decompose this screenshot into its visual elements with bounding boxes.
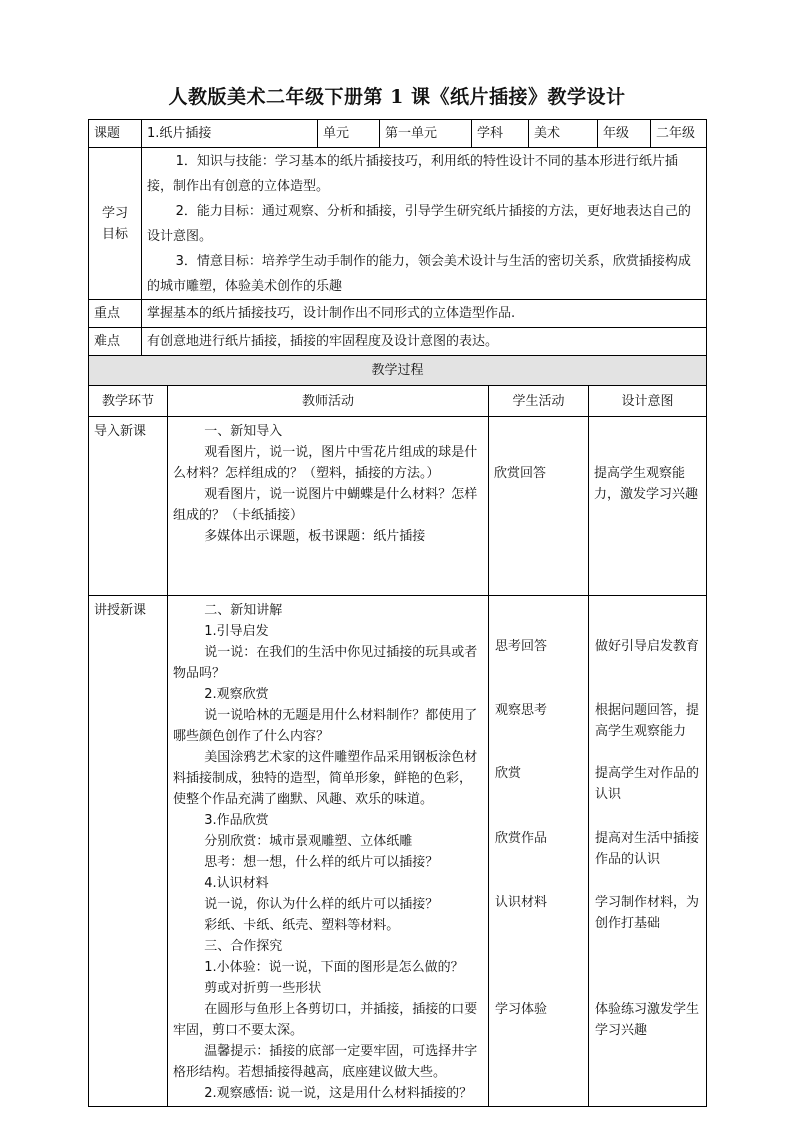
subheading: 2.观察欣赏: [204, 687, 269, 702]
unit-label: 单元: [318, 120, 380, 148]
subheading: 1.引导启发: [204, 624, 269, 639]
activity-text: 说一说，你认为什么样的纸片可以插接？: [204, 897, 439, 912]
student-item: 学习体验: [495, 1002, 548, 1017]
teacher-activity: [168, 596, 489, 1107]
intro-row: [89, 417, 707, 596]
goals-label: 学习 目标: [89, 148, 142, 300]
intent-item: 学习制作材料，为创作打基础: [595, 895, 700, 931]
activity-text: 说一说：在我们的生活中你见过插接的玩具或者物品吗？: [173, 645, 478, 681]
activity-text: 彩纸、卡纸、纸壳、塑料等材料。: [204, 918, 400, 933]
subheading: 4.认识材料: [204, 876, 269, 891]
column-header: 学生活动: [489, 386, 589, 417]
subject-label: 学科: [472, 120, 529, 148]
activity-text: 说一说哈林的无题是用什么材料制作？都使用了哪些颜色创作了什么内容？: [173, 708, 478, 744]
subheading: 2.观察感悟: 说一说，这是用什么材料插接的？: [204, 1086, 473, 1101]
activity-text: 在圆形与鱼形上各剪切口，并插接，插接的口要牢固，剪口不要太深。: [173, 1002, 478, 1038]
topic-label: 课题: [89, 120, 142, 148]
goals-row: [89, 148, 707, 300]
intent-item: 提高学生对作品的认识: [595, 766, 700, 802]
course-info-table: [88, 119, 707, 356]
student-item: 欣赏作品: [495, 831, 548, 846]
process-header-row: [89, 356, 707, 386]
activity-text: 美国涂鸦艺术家的这件雕塑作品采用钢板涂色材料插接制成，独特的造型，简单形象，鲜艳的色彩，使整个作品充满了幽默、风趣、欢乐的味道。: [173, 750, 478, 807]
grade-value: 二年级: [651, 120, 707, 148]
activity-text: 观看图片，说一说图片中蝴蝶是什么材料？怎样组成的？（卡纸插接）: [173, 487, 478, 523]
teacher-activity: [168, 417, 489, 596]
intent-item: 做好引导启发教育: [595, 639, 700, 654]
stage-label: 导入新课: [89, 417, 168, 596]
student-activity: [489, 596, 589, 1107]
difficulty-row: [89, 328, 707, 356]
design-intent: [589, 596, 707, 1107]
stage-label: 讲授新课: [89, 596, 168, 1107]
activity-text: 温馨提示：插接的底部一定要牢固，可选择井字格形结构。若想插接得越高，底座建议做大些。: [173, 1044, 478, 1080]
main-row: [89, 596, 707, 1107]
student-item: 观察思考: [495, 703, 548, 718]
goal-item: 3．情意目标：培养学生动手制作的能力，领会美术设计与生活的密切关系，欣赏插接构成的城市雕塑，体验美术创作的乐趣: [147, 253, 691, 294]
intent-item: 体验练习激发学生学习兴趣: [595, 1002, 700, 1038]
design-intent: 提高学生观察能力，激发学习兴趣: [589, 417, 707, 596]
subheading: 3.作品欣赏: [204, 813, 269, 828]
subject-value: 美术: [529, 120, 598, 148]
info-row: [89, 120, 707, 148]
topic-value: 1.纸片插接: [142, 120, 318, 148]
section-heading: 一、新知导入: [204, 424, 283, 439]
intent-item: 提高对生活中插接作品的认识: [595, 831, 700, 867]
column-header-row: [89, 386, 707, 417]
goals-content: [142, 148, 707, 300]
column-header: 教学环节: [89, 386, 168, 417]
goal-item: 1．知识与技能：学习基本的纸片插接技巧，利用纸的特性设计不同的基本形进行纸片插接，制作出有创意的立体造型。: [147, 153, 678, 194]
activity-text: 观看图片，说一说，图片中雪花片组成的球是什么材料？怎样组成的？（塑料，插接的方法。）: [173, 445, 478, 481]
student-item: 认识材料: [495, 895, 548, 910]
subheading: 1.小体验：说一说，下面的图形是怎么做的？: [204, 960, 464, 975]
column-header: 教师活动: [168, 386, 489, 417]
goal-item: 2．能力目标：通过观察、分析和插接，引导学生研究纸片插接的方法，更好地表达自己的设计意图。: [147, 203, 691, 244]
activity-text: 多媒体出示课题，板书课题：纸片插接: [204, 529, 426, 544]
document-title: 人教版美术二年级下册第 1 课《纸片插接》教学设计: [168, 86, 626, 108]
process-title: 教学过程: [89, 356, 707, 386]
key-point-label: 重点: [89, 300, 142, 328]
student-item: 欣赏: [495, 766, 522, 781]
student-activity: 欣赏回答: [489, 417, 589, 596]
student-item: 思考回答: [495, 639, 548, 654]
unit-value: 第一单元: [380, 120, 472, 148]
intent-item: 根据问题回答，提高学生观察能力: [595, 703, 700, 739]
activity-text: 剪或对折剪一些形状: [204, 981, 322, 996]
difficulty-value: 有创意地进行纸片插接，插接的牢固程度及设计意图的表达。: [142, 328, 707, 356]
column-header: 设计意图: [589, 386, 707, 417]
activity-text: 思考：想一想，什么样的纸片可以插接？: [204, 855, 439, 870]
key-point-value: 掌握基本的纸片插接技巧，设计制作出不同形式的立体造型作品.: [142, 300, 707, 328]
teaching-process-table: [88, 355, 707, 1107]
section-heading: 三、合作探究: [204, 939, 283, 954]
activity-text: 分别欣赏：城市景观雕塑、立体纸雕: [204, 834, 413, 849]
key-point-row: [89, 300, 707, 328]
difficulty-label: 难点: [89, 328, 142, 356]
grade-label: 年级: [598, 120, 651, 148]
section-heading: 二、新知讲解: [204, 603, 283, 618]
